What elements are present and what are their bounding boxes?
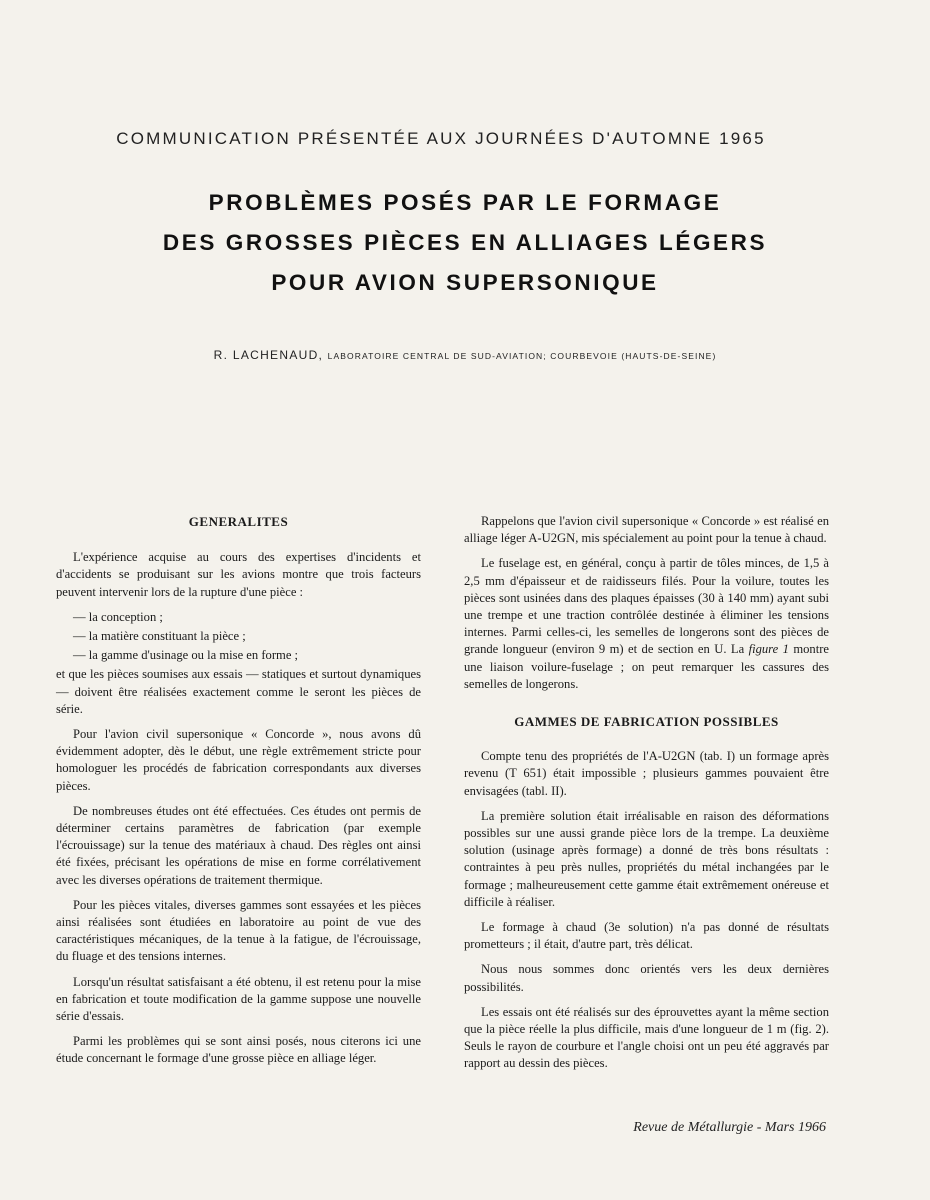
title-line: POUR AVION SUPERSONIQUE	[271, 270, 659, 295]
author-line	[40, 346, 890, 364]
list-item: — la conception ;	[56, 609, 421, 626]
paragraph: Parmi les problèmes qui se sont ainsi posés, nous citerons ici une étude concernant le formage d'une grosse pièce en alliage léger.	[56, 1034, 421, 1066]
author-name: R. LACHENAUD,	[213, 348, 324, 362]
title-line: DES GROSSES PIÈCES EN ALLIAGES LÉGERS	[162, 230, 768, 255]
paragraph: L'expérience acquise au cours des expertises d'incidents et d'accidents se produisant sur les avions montre que trois facteurs peuvent intervenir lors de la rupture d'une pièce :	[56, 550, 421, 599]
paragraph: Nous nous sommes donc orientés vers les deux dernières possibilités.	[464, 962, 829, 994]
paragraph: Compte tenu des propriétés de l'A-U2GN (tab. I) un formage après revenu (T 651) était impossible ; plusieurs gammes pouvaient être envisagées (tabl. II).	[464, 749, 829, 798]
factor-list	[56, 609, 421, 665]
paragraph: Pour l'avion civil supersonique « Concorde », nous avons dû évidemment adopter, dès le début, une règle extrêmement stricte pour homologuer les procédés de fabrication correspondants aux diverses pièces.	[56, 727, 421, 793]
text-run: Le fuselage est, en général, conçu à partir de tôles minces, de 1,5 à 2,5 mm d'épaisseur et de raidisseurs filés. Pour la voilure, toutes les pièces sont usinées dans des plaques épaisses (30 à 140 mm) ayant subi une trempe et une traction contrôlée destinée à éliminer les tensions internes. Parmi celles-ci, les semelles de longerons sont des pièces de grande longueur (environ 9 m) et de section en U. La	[464, 556, 829, 657]
paragraph	[464, 555, 829, 693]
paragraph: Les essais ont été réalisés sur des éprouvettes ayant la même section que la pièce réelle la plus difficile, mais d'une longueur de 1 m (fig. 2). Seuls le rayon de courbure et l'angle choisi ont un peu été aggravés par rapport au dessin des pièces.	[464, 1004, 829, 1071]
text-run: montre une liaison voilure-fuselage ; on peut remarquer les cassures des semelles de longerons.	[464, 642, 829, 691]
paragraph: Pour les pièces vitales, diverses gammes sont essayées et les pièces ainsi réalisées sont étudiées en laboratoire au point de vue des caractéristiques mécaniques, de la tenue à la fatigue, de l'écrouissage, du fluage et des tensions internes.	[56, 897, 421, 964]
title-line: PROBLÈMES POSÉS PAR LE FORMAGE	[208, 190, 722, 215]
series-heading: COMMUNICATION PRÉSENTÉE AUX JOURNÉES D'AUTOMNE 1965	[116, 129, 766, 148]
left-column	[56, 513, 421, 1076]
figure-reference: figure 1	[748, 642, 789, 657]
paragraph: Lorsqu'un résultat satisfaisant a été obtenu, il est retenu pour la mise en fabrication et toute modification de la gamme suppose une nouvelle série d'essais.	[56, 974, 421, 1024]
paragraph: Rappelons que l'avion civil supersonique « Concorde » est réalisé en alliage léger A-U2GN, mis spécialement au point pour la tenue à chaud.	[464, 514, 829, 546]
paragraph: et que les pièces soumises aux essais — statiques et surtout dynamiques — doivent être réalisées exactement comme le seront les pièces de série.	[56, 667, 421, 716]
list-item: — la matière constituant la pièce ;	[56, 628, 421, 645]
article-title	[40, 183, 890, 303]
author-affiliation: LABORATOIRE CENTRAL DE SUD-AVIATION; COURBEVOIE (HAUTS-DE-SEINE)	[327, 351, 717, 361]
paragraph: Le formage à chaud (3e solution) n'a pas donné de résultats prometteurs ; il était, d'autre part, très délicat.	[464, 920, 829, 952]
section-heading-gammes: GAMMES DE FABRICATION POSSIBLES	[514, 714, 779, 730]
paragraph: De nombreuses études ont été effectuées. Ces études ont permis de déterminer certains paramètres de fabrication (par exemple l'écrouissage) sur la tenue des matériaux à chaud. Des règles ont ainsi été fixées, précisant les opérations de mise en forme corrélativement avec les diverses opérations de traitement thermique.	[56, 803, 421, 887]
right-column	[464, 513, 829, 1081]
paragraph: La première solution était irréalisable en raison des déformations possibles sur une aussi grande pièce lors de la trempe. La deuxième solution (usinage après formage) a donné de très bons résultats : contraintes à peu près nulles, propriétés du métal inchangées par le formage ; malheureusement cette gamme était extrêmement onéreuse et difficile à réaliser.	[464, 808, 829, 909]
list-item: — la gamme d'usinage ou la mise en forme ;	[56, 647, 421, 664]
section-heading-generalites: GENERALITES	[188, 514, 289, 529]
journal-footer: Revue de Métallurgie - Mars 1966	[633, 1120, 826, 1135]
